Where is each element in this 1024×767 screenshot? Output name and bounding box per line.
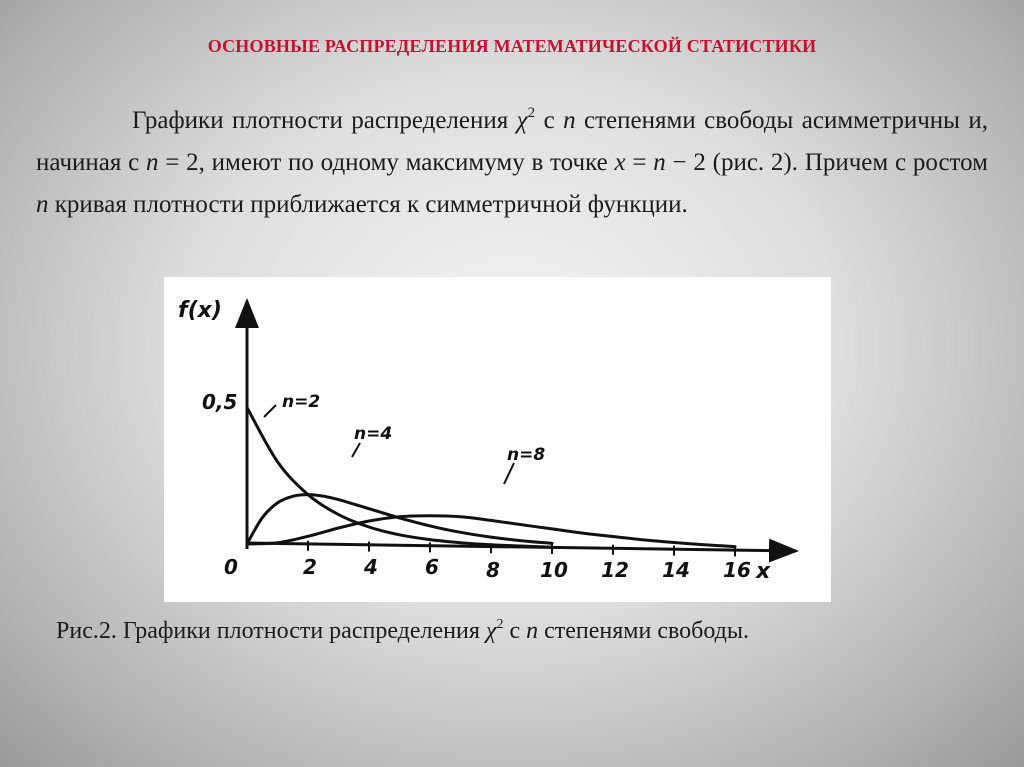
series-leader-n=2 xyxy=(264,405,276,417)
x-tick-label-14: 14 xyxy=(662,558,690,582)
chi-square-density-figure xyxy=(164,277,831,602)
series-label-n=2: n=2 xyxy=(282,392,321,412)
curve-n=4 xyxy=(247,495,552,544)
x-tick-label-8: 8 xyxy=(486,558,500,582)
series-label-n=4: n=4 xyxy=(354,424,393,444)
x-axis-label: x xyxy=(756,559,771,584)
x-tick-label-0: 0 xyxy=(224,555,238,579)
y-tick-label-0.5: 0,5 xyxy=(202,390,238,414)
series-leader-n=4 xyxy=(352,443,360,457)
curve-n=8 xyxy=(247,516,735,547)
x-tick-label-2: 2 xyxy=(303,555,317,579)
x-tick-label-16: 16 xyxy=(723,558,751,582)
series-leader-n=8 xyxy=(504,463,514,484)
y-axis-label: f(x) xyxy=(178,298,222,323)
body-paragraph: Графики плотности распределения $\chi^2$ с n степенями свободы асимметричны и, начиная с n = 2, имеют по одному максимуму в точке x = n − 2 (рис. 2). Причем с ростом n кривая плотности приближается к симметричной функции. xyxy=(36,105,988,218)
density-chart xyxy=(164,277,831,602)
figure-caption: Рис.2. Графики плотности распределения $\chi^2$ с n степенями свободы. xyxy=(56,617,749,644)
density-curves xyxy=(247,392,735,547)
x-tick-label-12: 12 xyxy=(601,558,629,582)
x-tick-label-10: 10 xyxy=(540,558,568,582)
slide-title: ОСНОВНЫЕ РАСПРЕДЕЛЕНИЯ МАТЕМАТИЧЕСКОЙ СТАТИСТИКИ xyxy=(207,36,817,56)
x-tick-label-6: 6 xyxy=(425,555,439,579)
x-tick-label-4: 4 xyxy=(364,555,378,579)
series-label-n=8: n=8 xyxy=(507,445,546,465)
